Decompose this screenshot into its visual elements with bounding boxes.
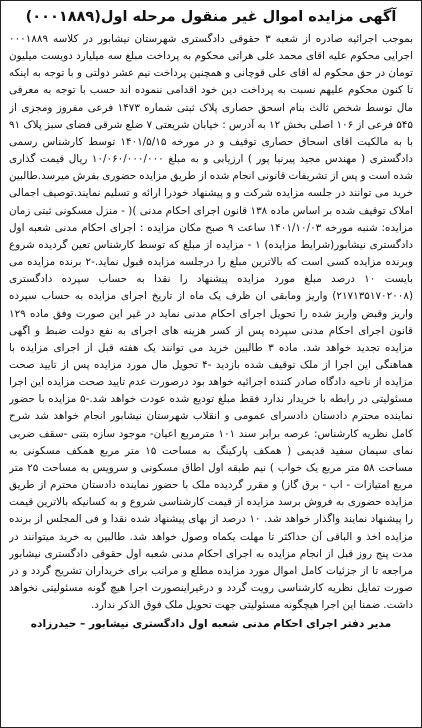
notice-title: آگهی مزایده اموال غیر منقول مرحله اول(۰۰۰۱۸۸۹) — [25, 9, 397, 25]
notice-signature: مدیر دفتر اجرای احکام مدنی شعبه اول دادگستری نیشابور – حیدرزاده — [30, 618, 392, 631]
notice-body: بموجب اجرائیه صادره از شعبه ۳ حقوقی دادگستری شهرستان نیشابور در کلاسه ۰۰۰۱۸۸۹ اجرایی محکوم علیه اقای محمد علی هراتی محکوم به پرداخت مبلغ سه میلیارد دویست میلیون تومان در حق محکوم له اقای علی قوچانی و همچنین پرداخت نیم عشر دولتی و با توجه به اینکه تا کنون محکوم علیهم نسبت به پرداخت دین خود اقدامی ننموده اند حسب با توجه به معرفی مال توسط شخص ثالث بنام اسحق حصاری پلاک ثبتی شماره ۱۴۷۳ فرعی مفروز ومجزی از ۵۴۵ فرعی از ۱۰۶ اصلی بخش ۱۲ به آدرس : خیابان شریعتی ۷ ضلع شرقی فضای سبز پلاک ۹۱ با به مالکیت اقای اسحاق حصاری توقیف و در مورخه ۱۴۰۱/۵/۱۵ توسط کارشناس رسمی دادگستری ( مهندس مجید پیرنیا پور ) ارزیابی و به مبلغ ۱۰/۰۶۰/۰۰۰/۰۰۰ ریال قیمت گذاری شده است و پس از تشریفات قانونی انجام شده از طریق مزایده حضوری بفرش میرسد.طالبین خرید می توانند در جلسه مزایده شرکت و و پیشنهاد خودرا ارائه و تسلیم نمایند.توصیف اجمالی املاک توقیف شده بر اساس ماده ۱۳۸ قانون اجرای احکام مدنی )( - منزل مسکونی ثبتی زمان مزایده: شنبه مورخه ۱۴۰۱/۱۰/۰۳ ساعت ۹ صبح مکان مزایده : اجرای احکام مدنی شعبه اول دادگستری نیشابور(شرایط مزایده) ۱ - مزایده از مبلغ که توسط کارشناس تعین گردیده شروع وبرنده مزایده کسی است که بالاترین مبلغ را درجلسه مزایده قبول نماید.-۲ برنده مزایده می بایست ۱۰ درصد مبلغ مورد مزایده پیشنهاد را نقدا به حساب سپرده دادگستری (۲۱۷۱۳۵۱۷۰۲۰۰۸) واریز ومابقی ان ظرف یک ماه از تاریخ اجرای مزایده به حساب سپرده واریز وقبض واریز شده را تحویل اجرای احکام مدنی نماید در غیر این صورت وفق ماده ۱۲۹ قانون اجرای احکام مدنی سپرده پس از کسر هزینه های اجرای به نفع دولت ضبط و اگهی مزایده تجدید خواهد شد. ماده ۳ طالبین خرید می توانند یک هفته قبل از اجرای مزایده با هماهنگی این اجرا از ملک توقیف شده بازدید -۴ تحویل مال مورد مزایده پس از تایید صحت مزایده از ناحیه دادگاه صادر کننده اجرائیه خواهد بود درصورت عدم تایید صحت مزایده این اجرا مسئولیتی در رابطه با خریدار ندارد فقط مبلغ تودیع شده عودت خواهد شد.-۵ مزایده با حضور نماینده محترم دادستان دادسرای عمومی و انقلاب شهرستان نیشابور انجام خواهد شد شرح کامل نظریه کارشناس: عرصه برابر سند ۱۰۱ مترمربع اعیان- موجود سازه بتنی -سقف ضربی نمای سیمان سفید قدیمی ( همکف پارکینگ به مساحت ۱۵ متر مربع همکف مسکونی به مساحت ۵۸ متر مربع یک خواب ) نیم طبقه اول اطاق مسکونی و سرویس به مساحت ۲۵ متر مربع امتیازات - اب - برق گاز) و مقرر گردیده ملک با حضور نماینده دادستان محترم از طریق مزایده حضوری به فروش برسد مزایده از قیمت کارشناسی شروع و به کسانیکه بالاترین قیمت را پیشنهاد نمایند واگذار خواهد شد. ۱۰ درصد از بهای پیشنهاد شده نقدا و فی المجلس از برنده مزایده اخذ و الباقی آن حداکثر تا مهلت یکماه وصول خواهد شد. طالبین به خرید میتوانند در مدت پنج روز قبل از انجام مزایده به اجرای احکام مدنی شعبه اول حقوقی دادگستری نیشابور مراجعه تا از جزئیات کامل اموال مورد مزایده مطلع و مراتب برای خریداران تشریح گردد و در صورت تمایل نظریه کارشناسی رویت گردد و درغیراینصورت اجرا هیچ گونه مسئولیتی نخواهد داشت. ضمنا این اجرا هیچگونه مسئولیتی جهت تحویل ملک فوق الذکر ندارد. — [9, 33, 413, 612]
